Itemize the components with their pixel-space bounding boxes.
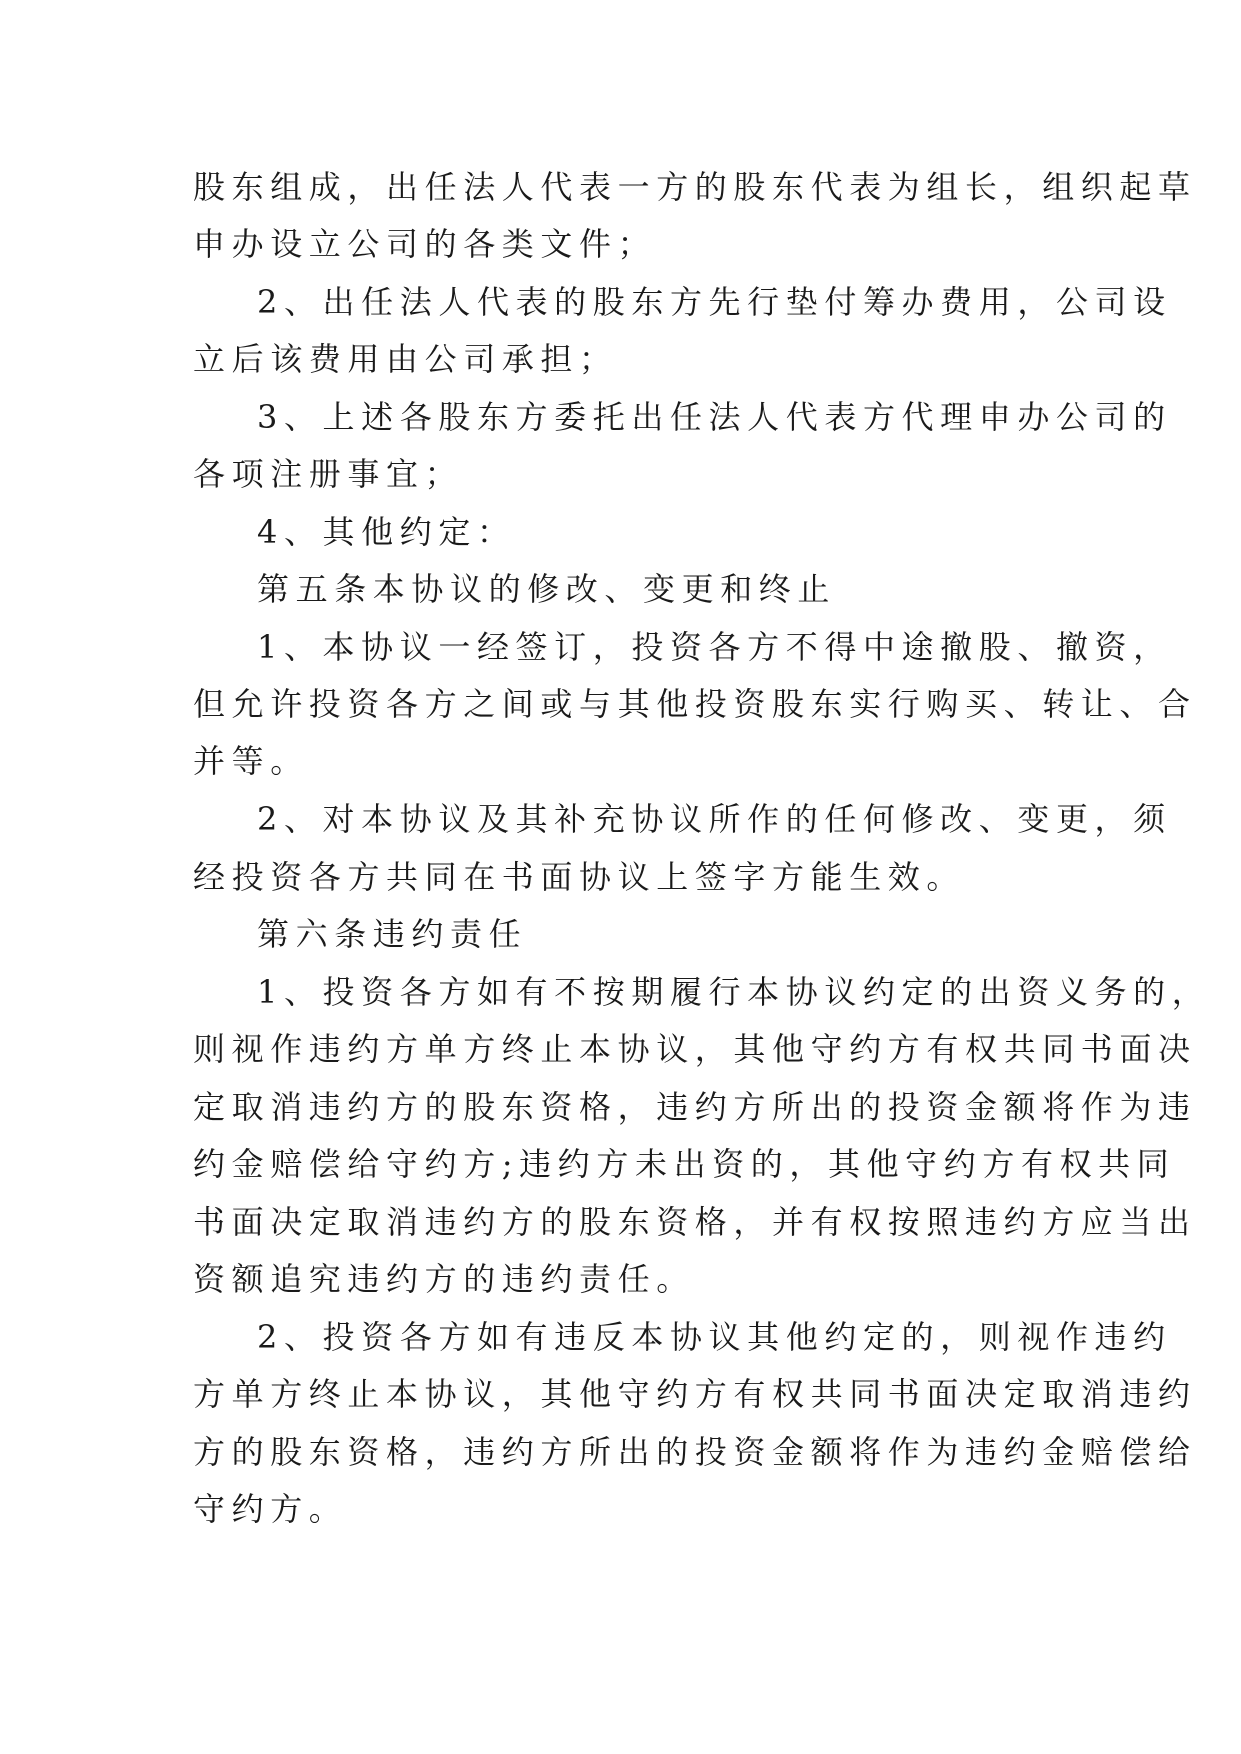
text-line: 申办设立公司的各类文件； [193,225,657,263]
paragraph-start-line: 1、投资各方如有不按期履行本协议约定的出资义务的， [257,973,1211,1011]
text-line: 方的股东资格，违约方所出的投资金额将作为违约金赔偿给 [193,1433,1197,1471]
text-line: 方单方终止本协议，其他守约方有权共同书面决定取消违约 [193,1375,1197,1413]
paragraph-start-line: 2、对本协议及其补充协议所作的任何修改、变更，须 [257,800,1172,838]
section-heading: 第六条违约责任 [257,915,528,953]
text-line: 股东组成，出任法人代表一方的股东代表为组长，组织起草 [193,168,1197,206]
text-line: 并等。 [193,742,309,780]
text-line: 但允许投资各方之间或与其他投资股东实行购买、转让、合 [193,685,1197,723]
text-line: 书面决定取消违约方的股东资格，并有权按照违约方应当出 [193,1203,1197,1241]
text-line: 各项注册事宜； [193,455,464,493]
paragraph-start-line: 3、上述各股东方委托出任法人代表方代理申办公司的 [257,398,1172,436]
paragraph-start-line: 2、投资各方如有违反本协议其他约定的，则视作违约 [257,1318,1172,1356]
text-line: 立后该费用由公司承担； [193,340,618,378]
text-line: 守约方。 [193,1490,348,1528]
paragraph-start-line: 1、本协议一经签订，投资各方不得中途撤股、撤资， [257,628,1172,666]
section-heading: 第五条本协议的修改、变更和终止 [257,570,837,608]
paragraph-start-line: 2、出任法人代表的股东方先行垫付筹办费用，公司设 [257,283,1172,321]
text-line: 定取消违约方的股东资格，违约方所出的投资金额将作为违 [193,1088,1197,1126]
text-line: 经投资各方共同在书面协议上签字方能生效。 [193,858,966,896]
text-line: 资额追究违约方的违约责任。 [193,1260,695,1298]
paragraph-start-line: 4、其他约定： [257,513,516,551]
text-line: 约金赔偿给守约方;违约方未出资的，其他守约方有权共同 [193,1145,1176,1183]
text-line: 则视作违约方单方终止本协议，其他守约方有权共同书面决 [193,1030,1197,1068]
